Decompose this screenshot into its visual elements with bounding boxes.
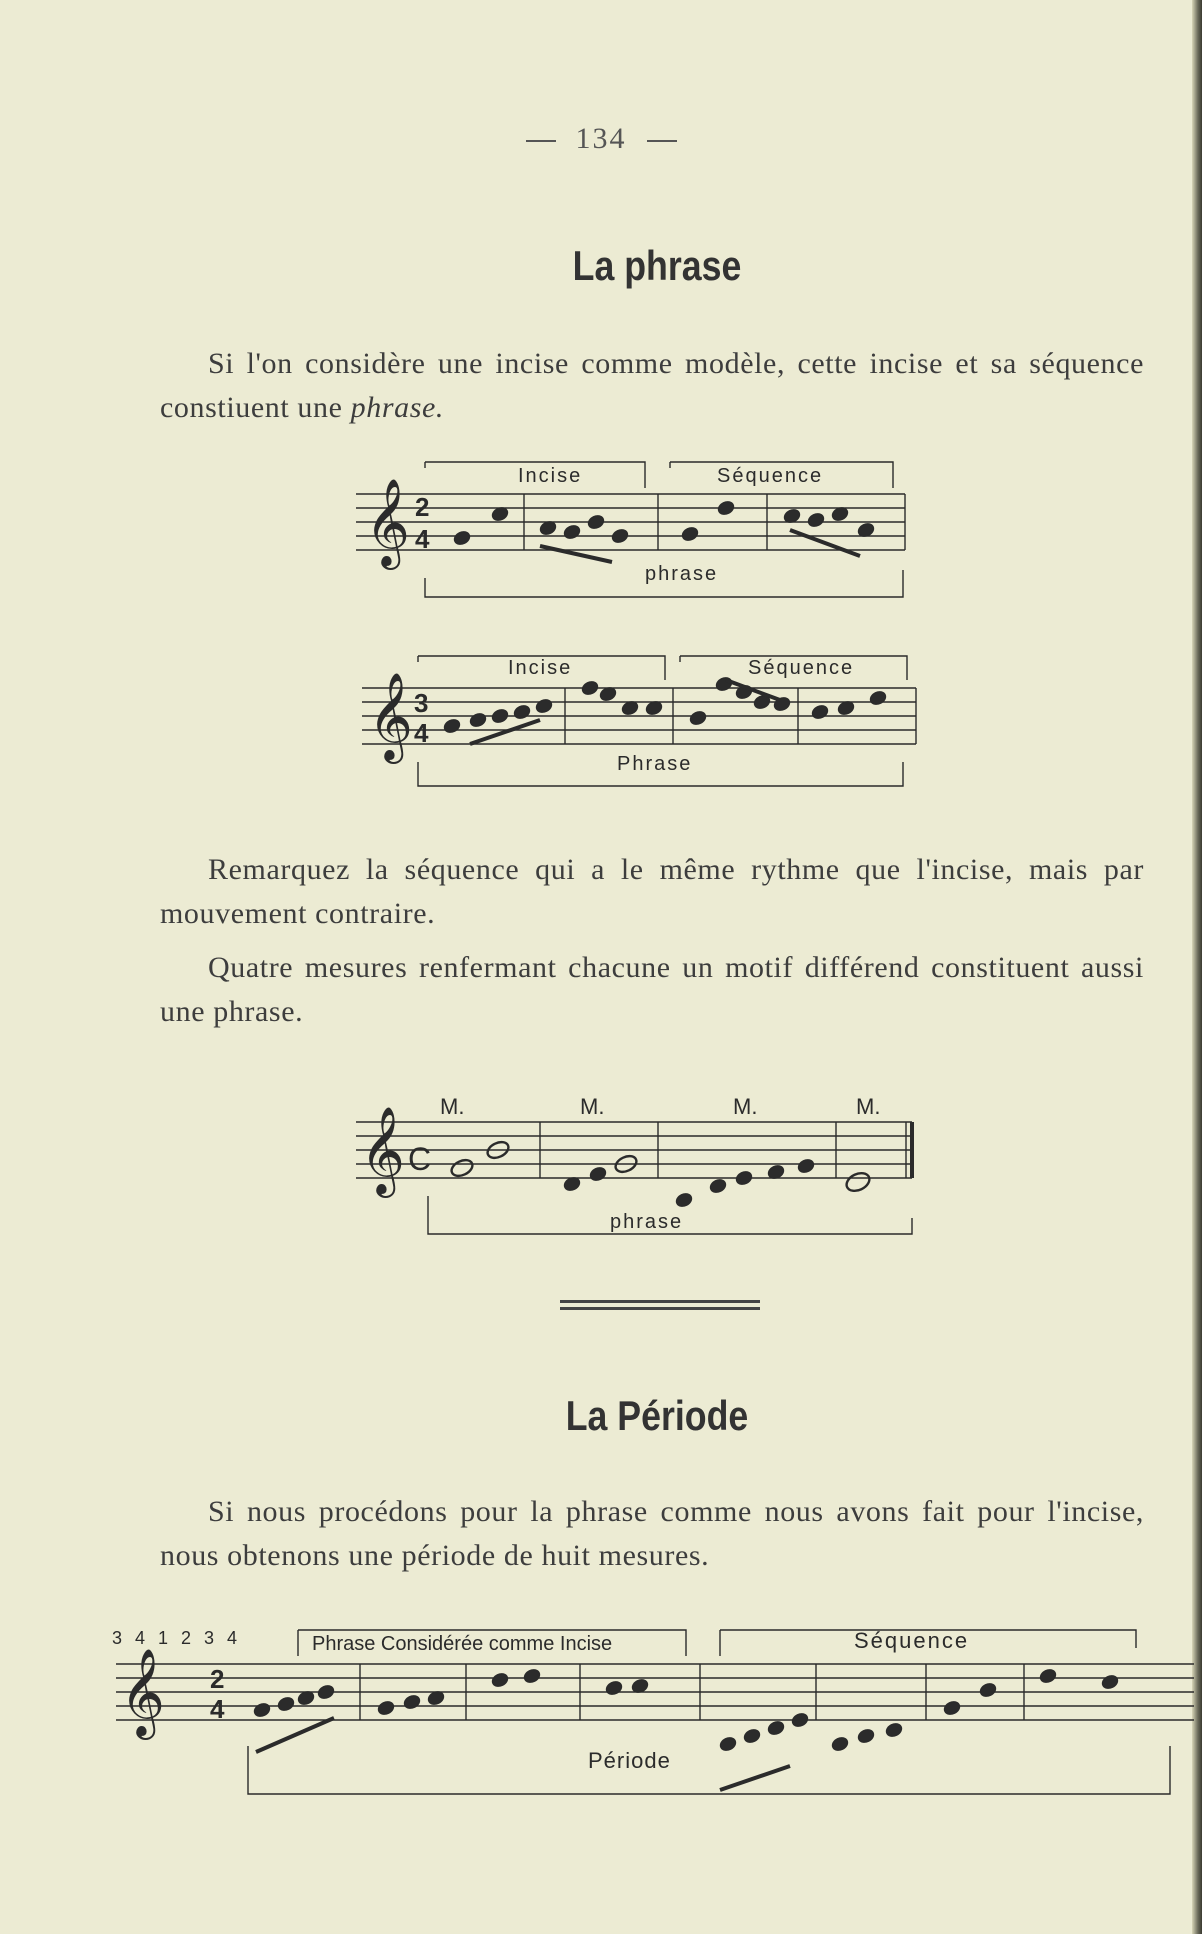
ex2-time-bottom: 4 — [414, 718, 429, 748]
ex2-time-top: 3 — [414, 688, 429, 718]
ex2-label-sequence: Séquence — [748, 657, 855, 679]
example-4-staff — [112, 1628, 1194, 1794]
phrase-intro-text: Si l'on considère une incise comme modèle, cette incise et sa séquence constiuent une — [160, 347, 1144, 424]
svg-text:𝄞: 𝄞 — [368, 671, 413, 760]
ex1-label-incise: Incise — [518, 465, 583, 487]
ex3-motif-4: M. — [856, 1094, 881, 1119]
ex4-label-sequence: Séquence — [854, 1628, 970, 1653]
ex3-motif-2: M. — [580, 1094, 605, 1119]
four-measures-paragraph: Quatre mesures renfermant chacune un motif différend constituent aussi une phrase. — [160, 951, 1144, 1028]
section-title-periode: La Période — [565, 1392, 749, 1439]
ex4-label-phrase-incise: Phrase Considérée comme Incise — [312, 1633, 613, 1655]
ex3-motif-3: M. — [733, 1094, 758, 1119]
ex3-label-phrase: phrase — [610, 1211, 684, 1233]
ex4-label-periode: Période — [588, 1748, 671, 1773]
example-2-staff — [362, 656, 916, 786]
ex3-motif-1: M. — [440, 1094, 465, 1119]
ex4-time-bottom: 4 — [210, 1694, 225, 1724]
periode-intro: Si nous procédons pour la phrase comme nous avons fait pour l'incise, nous obtenons une période de huit mesures. — [160, 1495, 1144, 1572]
remark-paragraph: Remarquez la séquence qui a le même rythme que l'incise, mais par mouvement contraire. — [160, 853, 1144, 930]
ex1-time-top: 2 — [415, 492, 430, 522]
example-3-staff — [356, 1094, 912, 1234]
ex4-time-top: 2 — [210, 1664, 225, 1694]
page-number-text: 134 — [575, 122, 627, 155]
svg-text:𝄞: 𝄞 — [365, 477, 410, 566]
ex4-fingering: 3 4 1 2 3 4 — [112, 1628, 238, 1648]
ex2-label-phrase: Phrase — [617, 753, 693, 775]
ex2-label-incise: Incise — [508, 657, 573, 679]
example-1-staff — [356, 462, 905, 597]
ex1-label-sequence: Séquence — [717, 465, 824, 487]
phrase-term: phrase. — [350, 391, 445, 424]
ex1-label-phrase: phrase — [645, 563, 719, 585]
svg-text:𝄞: 𝄞 — [360, 1105, 405, 1194]
ex3-time: C — [408, 1141, 432, 1177]
ex1-time-bottom: 4 — [415, 524, 430, 554]
svg-text:𝄞: 𝄞 — [120, 1647, 165, 1736]
section-title-phrase: La phrase — [572, 242, 742, 289]
